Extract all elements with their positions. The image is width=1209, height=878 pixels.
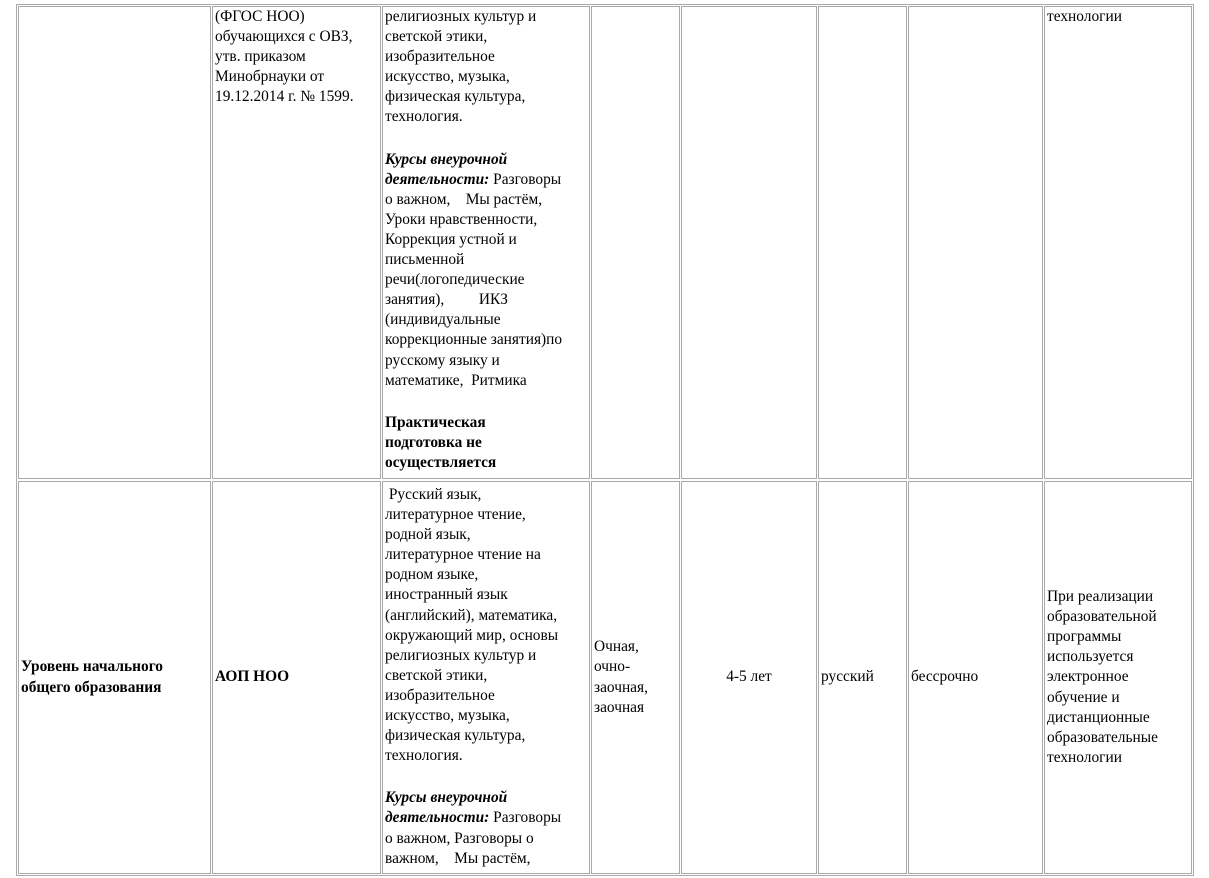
- row1-notes-text: технологии: [1047, 8, 1122, 25]
- row1-practice-text: Практическая подготовка не осуществляется: [385, 413, 497, 471]
- row2-accreditation-text: бессрочно: [911, 668, 979, 686]
- row2-language-cell: [818, 481, 907, 874]
- row1-duration-cell: [681, 6, 817, 479]
- row2-form-text: Очная, очно- заочная, заочная: [594, 638, 648, 716]
- row2-extracurricular-label: Курсы внеурочной деятельности:: [385, 789, 508, 827]
- row2-program-cell: [212, 481, 381, 874]
- row1-extracurricular-text: Разговоры о важном, Мы растём, Уроки нравственности, Коррекция устной и письменной речи(логопедические занятия), ИКЗ (индивидуальные коррекционные занятия)по русскому языку и математике, Ритмика: [385, 170, 563, 389]
- row2-duration-text: 4-5 лет: [726, 668, 772, 686]
- row2-extracurricular-text: Разговоры о важном, Разговоры о важном, Мы растём,: [385, 809, 562, 867]
- row1-accreditation-cell: [908, 6, 1043, 479]
- row2-subjects-text: Русский язык, литературное чтение, родной язык, литературное чтение на родном языке, иностранный язык (английский), математика, окружающий мир, основы религиозных культур и светской этики, изобразительное искусство, музыка, физическая культура, технология.: [385, 486, 559, 765]
- row1-subjects-text: религиозных культур и светской этики, изобразительное искусство, музыка, физическая культура, технология.: [385, 8, 537, 126]
- row1-form-cell: [591, 6, 680, 479]
- row1-document-text: (ФГОС НОО) обучающихся с ОВЗ, утв. приказом Минобрнауки от 19.12.2014 г. № 1599.: [215, 8, 354, 106]
- row2-duration-cell: [681, 481, 817, 874]
- row1-extracurricular-label: Курсы внеурочной деятельности:: [385, 150, 508, 188]
- row2-language-text: русский: [821, 668, 874, 686]
- row1-level-cell: [18, 6, 211, 479]
- row1-document-cell: [212, 6, 381, 479]
- row1-practice: [385, 413, 587, 473]
- row2-program-text: АОП НОО: [215, 668, 290, 686]
- row2-notes-cell: [1044, 481, 1192, 874]
- row1-subjects-cell: [382, 6, 590, 479]
- row2-extracurricular: [385, 788, 587, 868]
- row2-form-cell: [591, 481, 680, 874]
- row2-notes-text: При реализации образовательной программы используется электронное обучение и дистанционные образовательные технологии: [1047, 588, 1158, 766]
- row2-level-cell: [18, 481, 211, 874]
- row2-accreditation-cell: [908, 481, 1043, 874]
- row2-level-text: Уровень начального общего образования: [21, 658, 163, 696]
- row1-notes-cell: [1044, 6, 1192, 479]
- row1-extracurricular: [385, 150, 587, 391]
- row2-subjects-cell: [382, 481, 590, 874]
- row1-language-cell: [818, 6, 907, 479]
